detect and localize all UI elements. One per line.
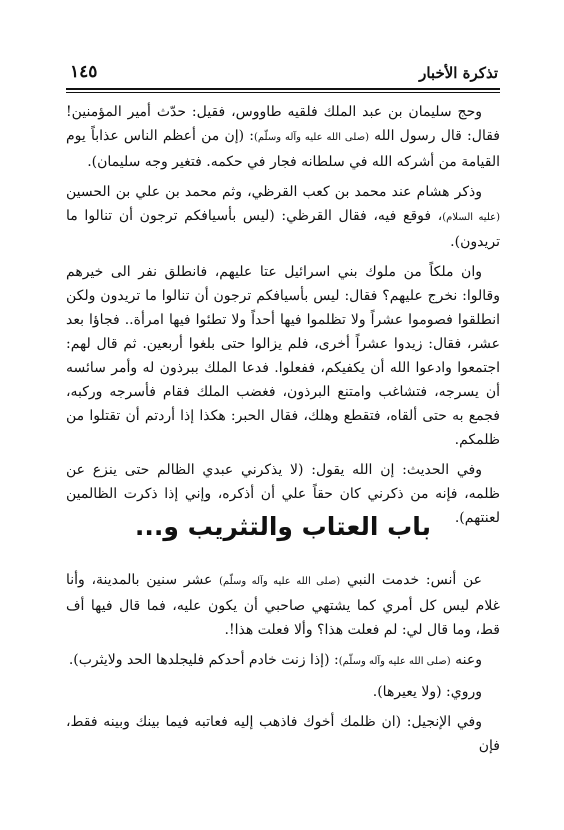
running-title: تذكرة الأخبار xyxy=(419,64,498,82)
paragraph: وان ملكاً من ملوك بني اسرائيل عتا عليهم، فانطلق نفر الى خيرهم وقالوا: نخرج عليهم؟ فقال: ليس بأسيافكم ترجون أن تنالوا ما تريدون ولكن انطلقوا فصوموا عشراً ولا تظلموا فيها أحداً ولا تطئوا فيها امرأة.. فجاؤا بعد عشر، فقال: زيدوا عشراً أخرى، فلم يزالوا حتى بلغوا أربعين. ثم قال لهم: اجتمعوا وادعوا الله أن يكفيكم، ففعلوا. فدعا الملك ببرذون له وأمر سائسه أن يسرجه، فتشاغب وامتنع البرذون، فغضب الملك فقام فأسرجه وركبه، فجمع به حتى ألقاه، فتقطع وهلك، فقال الحبر: هكذا إذا أردتم أن تقتلوا من ظلمكم. xyxy=(66,264,500,448)
salutation: (صلى الله عليه وآله وسلّم) xyxy=(254,132,369,143)
page-header xyxy=(68,60,498,86)
text-block-lower xyxy=(66,568,500,764)
salutation: (صلى الله عليه وآله وسلّم) xyxy=(338,656,451,667)
paragraph: وروي: (ولا يعيرها). xyxy=(372,684,482,700)
paragraph: وعنه (صلى الله عليه وآله وسلّم): (إذا زنت خادم أحدكم فليجلدها الحد ولايثرب). xyxy=(68,652,482,668)
paragraph: وفي الحديث: إن الله يقول: (لا يذكرني عبدي الظالم حتى ينزع عن ظلمه، فإنه من ذكرني كان حقاً علي أن أذكره، وإني إذا ذكرت الظالمين لعنتهم). xyxy=(66,462,500,526)
salutation: (صلى الله عليه وآله وسلّم) xyxy=(219,576,341,587)
paragraph: وحج سليمان بن عبد الملك فلقيه طاووس، فقيل: حدّث أمير المؤمنين! فقال: قال رسول الله (صلى الله عليه وآله وسلّم): (إن من أعظم الناس عذاباً يوم القيامة من أشركه الله في سلطانه فجار في حكمه. فتغير وجه سليمان). xyxy=(66,104,500,170)
salutation: (عليه السلام) xyxy=(442,212,501,223)
chapter-heading: باب العتاب والتثريب و... xyxy=(134,512,432,541)
text-block-upper xyxy=(66,100,500,536)
paragraph: وذكر هشام عند محمد بن كعب القرظي، وثم محمد بن علي بن الحسين (عليه السلام)، فوقع فيه، فقال القرظي: (ليس بأسيافكم ترجون أن تنالوا ما تريدون). xyxy=(66,184,501,250)
header-rule xyxy=(66,88,500,93)
paragraph: وفي الإنجيل: (ان ظلمك أخوك فاذهب إليه فعاتبه فيما بينك وبينه فقط، فإن xyxy=(66,714,500,754)
paragraph: عن أنس: خدمت النبي (صلى الله عليه وآله وسلّم) عشر سنين بالمدينة، وأنا غلام ليس كل أمري كما يشتهي صاحبي أن يكون عليه، فما قال فيها أف قط، وما قال لي: لم فعلت هذا؟ وألا فعلت هذا!. xyxy=(66,572,500,638)
page-number: ١٤٥ xyxy=(70,62,98,82)
